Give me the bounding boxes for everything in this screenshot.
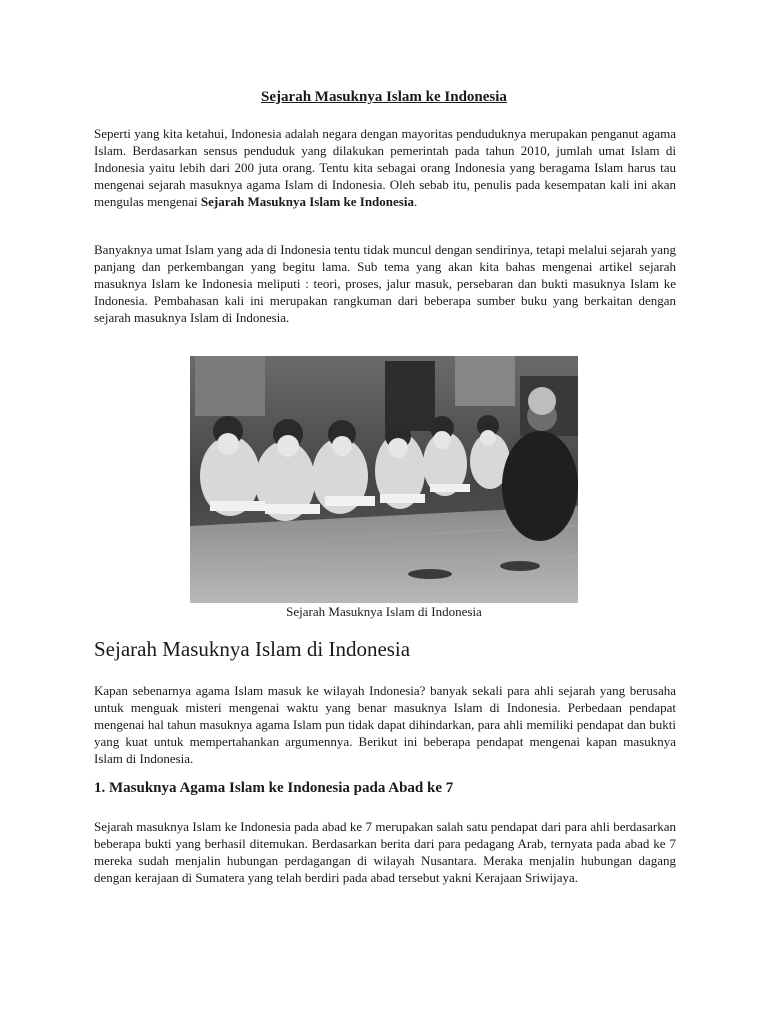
section-heading: Sejarah Masuknya Islam di Indonesia — [94, 637, 411, 661]
intro-paragraph — [94, 125, 676, 210]
document-title: Sejarah Masuknya Islam ke Indonesia — [261, 89, 507, 105]
subheading-1: 1. Masuknya Agama Islam ke Indonesia pada Abad ke 7 — [94, 780, 454, 796]
paragraph-4: Sejarah masuknya Islam ke Indonesia pada abad ke 7 merupakan salah satu pendapat dari para ahli berdasarkan beberapa bukti yang berhasil ditemukan. Berdasarkan berita dari para pedagang Arab, ternyata pada abad ke 7 mereka sudah menjalin hubungan perdagangan di wilayah Nusantara. Meraka menjalin hubungan dagang dengan kerajaan di Sumatera yang telah berdiri pada abad tersebut yakni Kerajaan Sriwijaya. — [94, 819, 676, 885]
intro-end: . — [413, 194, 418, 209]
historical-photo — [190, 356, 578, 603]
intro-bold-phrase: Sejarah Masuknya Islam ke Indonesia — [200, 194, 414, 209]
paragraph-3: Kapan sebenarnya agama Islam masuk ke wilayah Indonesia? banyak sekali para ahli sejarah yang berusaha untuk menguak misteri mengenai waktu yang benar masuknya Islam di Indonesia. Perbedaan pendapat mengenai hal tahun masuknya agama Islam pun tidak dapat dihindarkan, para ahli memiliki pendapat dan bukti yang kuat untuk mempertahankan argumennya. Berikut ini beberapa pendapat mengenai kapan masuknya Islam di Indonesia. — [94, 683, 676, 766]
intro-text: Seperti yang kita ketahui, Indonesia adalah negara dengan mayoritas penduduknya merupakan penganut agama Islam. Berdasarkan sensus penduduk yang dilakukan pemerintah pada tahun 2010, jumlah umat Islam di Indonesia yaitu lebih dari 200 juta orang. Tentu kita sebagai orang Indonesia yang beragama Islam harus tau mengenai sejarah masuknya agama Islam di Indonesia. Oleh sebab itu, penulis pada kesempatan kali ini akan mengulas mengenai — [94, 126, 676, 209]
image-caption: Sejarah Masuknya Islam di Indonesia — [286, 604, 482, 619]
paragraph-2: Banyaknya umat Islam yang ada di Indonesia tentu tidak muncul dengan sendirinya, tetapi melalui sejarah yang panjang dan perkembangan yang begitu lama. Sub tema yang akan kita bahas mengenai artikel sejarah masuknya Islam ke Indonesia meliputi : teori, proses, jalur masuk, persebaran dan bukti masuknya Islam ke Indonesia. Pembahasan kali ini merupakan rangkuman dari beberapa sumber buku yang berkaitan dengan sejarah masuknya Islam di Indonesia. — [94, 242, 676, 325]
